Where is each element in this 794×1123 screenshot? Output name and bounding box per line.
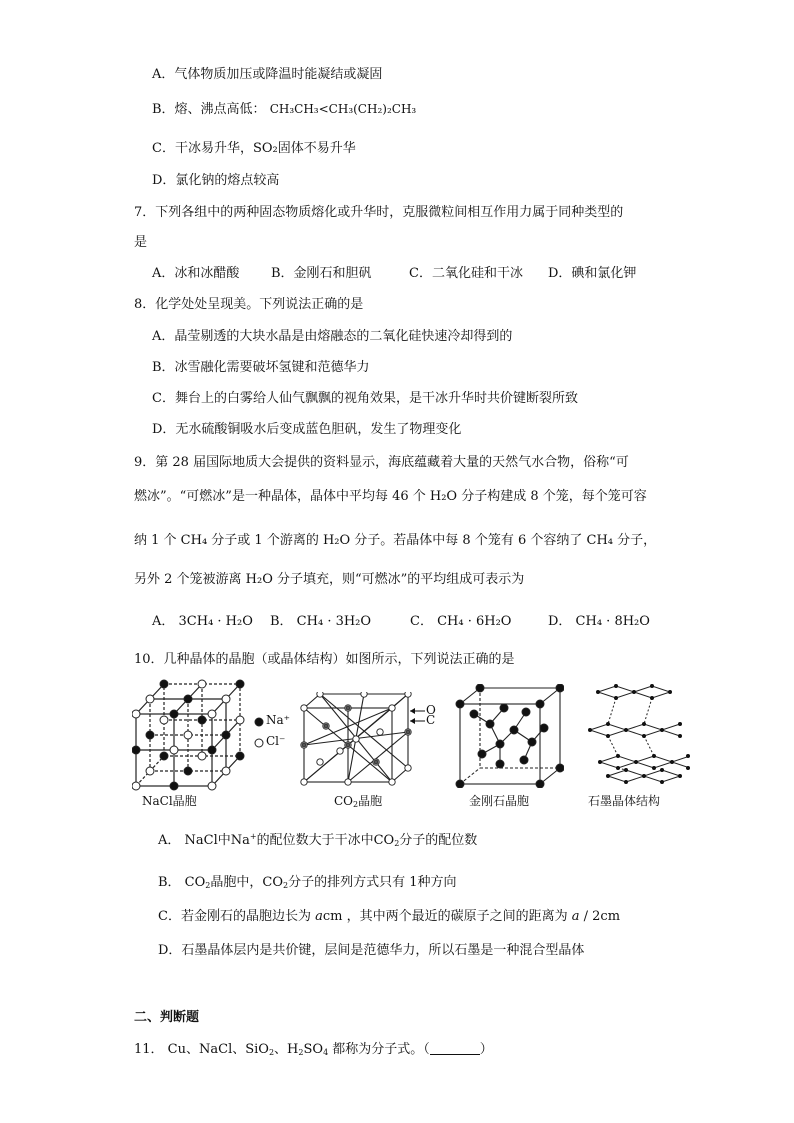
q10-option-c: C．若金刚石的晶胞边长为 acm ，其中两个最近的碳原子之间的距离为 a / 2cm xyxy=(158,909,621,924)
q7-stem-line1: 7．下列各组中的两种固态物质熔化或升华时，克服微粒间相互作用力属于同种类型的 xyxy=(134,205,624,220)
q8-stem: 8．化学处处呈现美。下列说法正确的是 xyxy=(134,297,364,312)
q7-option-d: D．碘和氯化钾 xyxy=(548,266,637,281)
caption-diamond: 金刚石晶胞 xyxy=(469,794,530,808)
legend-na-label: Na⁺ xyxy=(266,713,290,727)
diamond-unit-cell-figure xyxy=(454,684,564,788)
q6-option-b-prefix: B．熔、沸点高低： xyxy=(152,102,266,117)
graphite-structure-figure xyxy=(586,684,690,786)
caption-nacl: NaCl晶胞 xyxy=(142,794,197,808)
q11-answer-blank[interactable] xyxy=(430,1042,480,1055)
co2-label-o: O xyxy=(426,703,436,717)
q9-option-d: D． CH₄ · 8H₂O xyxy=(548,614,650,629)
q6-option-a: A．气体物质加压或降温时能凝结或凝固 xyxy=(152,67,383,82)
q10-option-a: A． NaCl中Na+的配位数大于干冰中$CO_2$分子的配位数 xyxy=(158,832,478,848)
q9-stem-line3: 纳 1 个 CH₄ 分子或 1 个游离的 H₂O 分子。若晶体中每 8 个笼有 6 个容纳了 CH₄ 分子， xyxy=(134,533,657,548)
q9-stem-line4: 另外 2 个笼被游离 H₂O 分子填充，则“可燃冰”的平均组成可表示为 xyxy=(134,572,525,587)
q8-option-a: A．晶莹剔透的大块水晶是由熔融态的二氧化硅快速冷却得到的 xyxy=(152,329,513,344)
q10-stem: 10．几种晶体的晶胞（或晶体结构）如图所示，下列说法正确的是 xyxy=(134,652,515,667)
q6-option-b-formula: CH₃CH₃<CH₃(CH₂)₂CH₃ xyxy=(269,102,417,116)
q7-option-a: A．冰和冰醋酸 xyxy=(152,266,240,281)
legend-cl-label: Cl⁻ xyxy=(266,734,286,748)
q6-option-b xyxy=(152,100,416,119)
q8-option-c: C．舞台上的白雾给人仙气飘飘的视角效果，是干冰升华时共价键断裂所致 xyxy=(152,391,578,406)
q9-option-c: C． CH₄ · 6H₂O xyxy=(410,614,512,629)
caption-graphite: 石墨晶体结构 xyxy=(588,794,661,808)
q8-option-d: D．无水硫酸铜吸水后变成蓝色胆矾，发生了物理变化 xyxy=(152,422,462,437)
q6-option-c: C．干冰易升华，SO₂固体不易升华 xyxy=(152,141,356,156)
q9-stem-line2: 燃冰”。“可燃冰”是一种晶体，晶体中平均每 46 个 H₂O 分子构建成 8 个笼，每个笼可容 xyxy=(134,489,647,504)
section-title-judgement: 二、判断题 xyxy=(134,1010,200,1025)
q11-stem: 11． Cu、NaCl、SiO$_2$、$H_2SO_4$ 都称为分子式。（ ） xyxy=(134,1042,493,1057)
co2-label-c: C xyxy=(426,713,436,727)
q10-option-b: B． $CO_2$晶胞中，$CO_2$分子的排列方式只有 1种方向 xyxy=(158,875,457,890)
q7-stem-line2: 是 xyxy=(134,235,148,250)
co2-pointer-arrows xyxy=(408,706,426,726)
q7-option-c: C．二氧化硅和干冰 xyxy=(409,266,523,281)
caption-co2: $CO_2$晶胞 xyxy=(334,794,383,809)
q8-option-b: B．冰雪融化需要破坏氢键和范德华力 xyxy=(152,360,370,375)
q6-option-d: D．氯化钠的熔点较高 xyxy=(152,173,280,188)
co2-unit-cell-figure xyxy=(296,692,416,788)
q10-option-d: D．石墨晶体层内是共价键，层间是范德华力，所以石墨是一种混合型晶体 xyxy=(158,943,585,958)
q9-option-b: B． CH₄ · 3H₂O xyxy=(270,614,372,629)
q7-option-b: B．金刚石和胆矾 xyxy=(271,266,372,281)
q9-option-a: A． 3CH₄ · H₂O xyxy=(152,614,253,629)
q9-stem-line1: 9．第 28 届国际地质大会提供的资料显示，海底蕴藏着大量的天然气水合物，俗称“可 xyxy=(134,455,629,470)
